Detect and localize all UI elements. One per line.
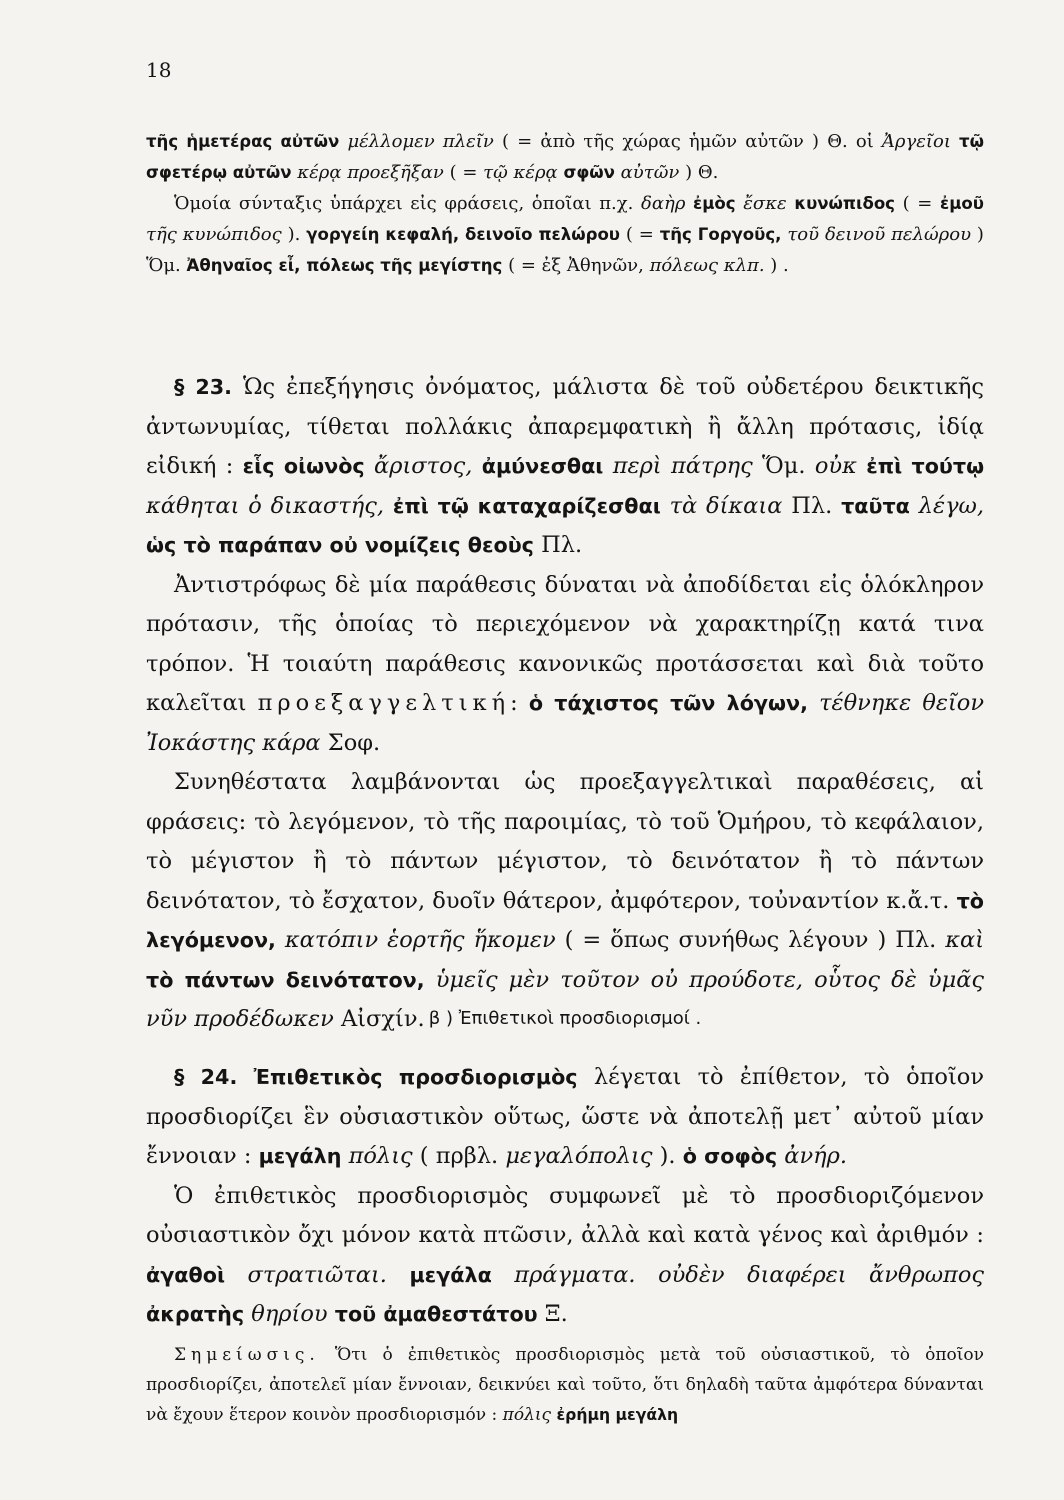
section-24 — [146, 1058, 984, 1335]
top-paragraph-line2: Ὁμοία σύνταξις ὑπάρχει εἰς φράσεις, ὁποῖαι π.χ. δαὴρ ἐμὸς ἔσκε κυνώπιδος ( = ἐμοῦ τῆς κυνώπιδος ). γοργείη κεφαλή, δεινοῖο πελώρου ( = τῆς Γοργοῦς, τοῦ δεινοῦ πελώρου ) Ὅμ. Ἀθηναῖος εἶ, πόλεως τῆς μεγίστης ( = ἐξ Ἀθηνῶν, πόλεως κλπ. ) . — [146, 193, 984, 276]
section-23-paragraph-2: Ἀντιστρόφως δὲ μία παράθεσις δύναται νὰ ἀποδίδεται εἰς ὁλόκληρον πρότασιν, τῆς ὁποίας τὸ περιεχόμενον νὰ χαρακτηρίζῃ κατά τινα τρόπον. Ἡ τοιαύτη παράθεσις κανονικῶς προτάσσεται καὶ διὰ τοῦτο καλεῖται προεξαγγελτική: ὁ τάχιστος τῶν λόγων, τέθνηκε θεῖον Ἰοκάστης κάρα Σοφ. — [146, 571, 985, 756]
section-24-note — [146, 1340, 984, 1430]
section-23-number: § 23. — [174, 375, 233, 399]
section-23-paragraph-1: § 23. Ὡς ἐπεξήγησις ὀνόματος, μάλιστα δὲ τοῦ οὐδετέρου δεικτικῆς ἀντωνυμίας, τίθεται πολλάκις ἀπαρεμφατικὴ ἢ ἄλλη πρότασις, ἰδίᾳ εἰδική : εἷς οἰωνὸς ἄριστος, ἀμύνεσθαι περὶ πάτρης Ὅμ. οὐκ ἐπὶ τούτῳ κάθηται ὁ δικαστής, ἐπὶ τῷ καταχαρίζεσθαι τὰ δίκαια Πλ. ταῦτα λέγω, ὡς τὸ παράπαν οὐ νομίζεις θεοὺς Πλ. — [146, 374, 985, 558]
note-label: Σημείωσις. — [174, 1345, 320, 1365]
subheading: β ) Ἐπιθετικοὶ προσδιορισμοί . — [428, 1008, 702, 1029]
section-24-paragraph-2: Ὁ ἐπιθετικὸς προσδιορισμὸς συμφωνεῖ μὲ τὸ προσδιοριζόμενον οὐσιαστικὸν ὄχι μόνον κατὰ πτῶσιν, ἀλλὰ καὶ κατὰ γένος καὶ ἀριθμόν : ἀγαθοὶ στρατιῶται. μεγάλα πράγματα. οὐδὲν διαφέρει ἄνθρωπος ἀκρατὴς θηρίου τοῦ ἀμαθεστάτου Ξ. — [146, 1182, 984, 1327]
section-24-number: § 24. — [174, 1065, 238, 1089]
section-23-paragraph-3: Συνηθέστατα λαμβάνονται ὡς προεξαγγελτικαὶ παραθέσεις, αἱ φράσεις: τὸ λεγόμενον, τὸ τῆς παροιμίας, τὸ τοῦ Ὁμήρου, τὸ κεφάλαιον, τὸ μέγιστον ἢ τὸ πάντων μέγιστον, τὸ δεινότατον ἢ τὸ πάντων δεινότατον, τὸ ἔσχατον, δυοῖν θάτερον, ἀμφότερον, τοὐναντίον κ.ἄ.τ. τὸ λεγόμενον, κατόπιν ἑορτῆς ἥκομεν ( = ὅπως συνήθως λέγουν ) Πλ. καὶ τὸ πάντων δεινότατον, ὑμεῖς μὲν τοῦτον οὐ προύδοτε, οὗτος δὲ ὑμᾶς νῦν προδέδωκεν Αἰσχίν. — [146, 769, 985, 1032]
section-24-paragraph-1: § 24. Ἐπιθετικὸς προσδιορισμὸς λέγεται τὸ ἐπίθετον, τὸ ὁποῖον προσδιορίζει ἓν οὐσιαστικὸν οὕτως, ὥστε νὰ ἀποτελῇ μετ᾽ αὐτοῦ μίαν ἔννοιαν : μεγάλη πόλις ( πρβλ. μεγαλόπολις ). ὁ σοφὸς ἀνήρ. — [146, 1064, 985, 1169]
page-number: 18 — [146, 58, 172, 82]
note-paragraph: Σημείωσις. Ὅτι ὁ ἐπιθετικὸς προσδιορισμὸς μετὰ τοῦ οὐσιαστικοῦ, τὸ ὁποῖον προσδιορίζει, ἀποτελεῖ μίαν ἔννοιαν, δεικνύει καὶ τοῦτο, ὅτι δηλαδὴ ταῦτα ἀμφότερα δύνανται νὰ ἔχουν ἕτερον κοινὸν προσδιορισμόν : πόλις ἐρήμη μεγάλη — [146, 1345, 984, 1425]
top-paragraph-line1: τῆς ἡμετέρας αὐτῶν μέλλομεν πλεῖν ( = ἀπὸ τῆς χώρας ἡμῶν αὐτῶν ) Θ. οἱ Ἀργεῖοι τῷ σφετέρῳ αὐτῶν κέρᾳ προεξῆξαν ( = τῷ κέρᾳ σφῶν αὐτῶν ) Θ. — [146, 131, 984, 183]
top-paragraph — [146, 126, 984, 281]
section-23 — [146, 368, 984, 1040]
